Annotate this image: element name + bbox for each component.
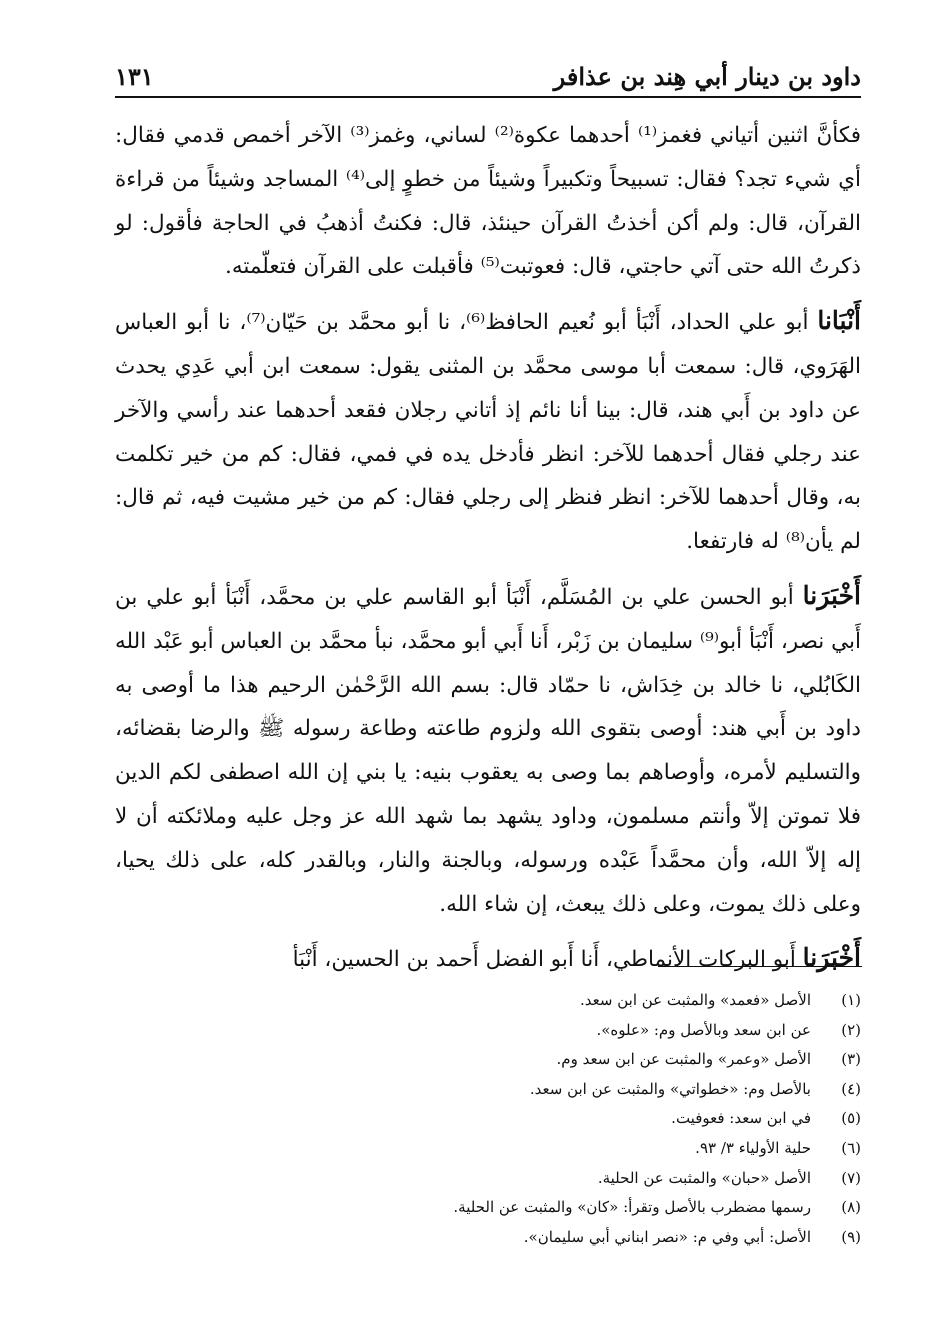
footnote-number: (٦) bbox=[841, 1138, 861, 1157]
footnote bbox=[115, 986, 861, 1016]
header-rule bbox=[115, 96, 861, 98]
page-number: ١٣١ bbox=[115, 62, 154, 91]
main-text bbox=[115, 112, 861, 992]
footnote-number: (٨) bbox=[841, 1198, 861, 1217]
paragraph-1 bbox=[115, 112, 861, 289]
paragraph-3 bbox=[115, 574, 861, 926]
header-title: داود بن دينار أبي هِند بن عذافر bbox=[553, 62, 861, 91]
footnote-text: بالأصل وم: «خطواتي» والمثبت عن ابن سعد. bbox=[529, 1079, 811, 1098]
footnote bbox=[115, 1075, 861, 1105]
paragraph-lead: أَخْبَرَنا bbox=[802, 580, 861, 610]
footnote bbox=[115, 1223, 861, 1253]
footnote bbox=[115, 1104, 861, 1134]
footnote bbox=[115, 1193, 861, 1223]
footnote bbox=[115, 1045, 861, 1075]
footnote-separator bbox=[658, 966, 862, 967]
paragraph-lead: أَخْبَرَنا bbox=[802, 943, 861, 973]
footnote-number: (٥) bbox=[841, 1109, 861, 1128]
footnote-number: (٢) bbox=[841, 1020, 861, 1039]
footnote-text: الأصل «فعمد» والمثبت عن ابن سعد. bbox=[580, 991, 811, 1009]
footnote-number: (١) bbox=[841, 991, 861, 1009]
footnote-text: الأصل «حبان» والمثبت عن الحلية. bbox=[597, 1168, 811, 1187]
footnote-number: (٣) bbox=[841, 1050, 861, 1069]
paragraph-text: أبو علي الحداد، أَنْبَأ أبو نُعيم الحافظ⁽⁶⁾، نا أبو محمَّد بن حَيّان⁽⁷⁾، نا أبو العباس الهَرَوي، قال: سمعت أبا موسى محمَّد بن المثنى يقول: سمعت ابن أبي عَدِي يحدث عن داود بن أَبي هند، قال: بينا أنا نائم إذ أتاني رجلان فقعد أحدهما عند رأسي والآخر عند رجلي فقال أحدهما للآخر: انظر فأدخل يده في فمي، فقال: كم من خير تكلمت به، وقال أحدهما للآخر: انظر فنظر إلى رجلي فقال: كم من خير مشيت فيه، ثم قال: لم يأن⁽⁸⁾ له فارتفعا. bbox=[115, 310, 861, 555]
paragraph-text: أبو الحسن علي بن المُسَلَّم، أَنْبَأ أبو القاسم علي بن محمَّد، أَنْبَأ أبو علي بن أَبي نصر، أَنْبَأ أبو⁽⁹⁾ سليمان بن زَبْر، أَنا أَبي أبو محمَّد، نبأ محمَّد بن العباس أبو عَبْد الله الكَابُلي، نا خالد بن خِدَاش، نا حمّاد قال: بسم الله الرَّحْمٰن الرحيم هذا ما أوصى به داود بن أَبي هند: أوصى بتقوى الله ولزوم طاعته وطاعة رسوله ﷺ والرضا بقضائه، والتسليم لأمره، وأوصاهم بما وصى به يعقوب بنيه: يا بني إن الله اصطفى لكم الدين فلا تموتن إلاّ وأنتم مسلمون، وداود يشهد بما شهد الله عز وجل عليه وملائكته أن لا إله إلاّ الله، وأن محمَّداً عَبْده ورسوله، وبالجنة والنار، وبالقدر كله، على ذلك يحيا، وعلى ذلك يموت، وعلى ذلك يبعث، إن شاء الله. bbox=[115, 584, 861, 917]
paragraph-text: أَبو البركات الأنماطي، أَنا أَبو الفضل أَحمد بن الحسين، أَنْبَأ bbox=[292, 947, 803, 973]
footnote-text: الأصل «وعمر» والمثبت عن ابن سعد وم. bbox=[556, 1050, 811, 1069]
running-header bbox=[115, 60, 861, 96]
footnote bbox=[115, 1164, 861, 1194]
footnotes-list bbox=[115, 986, 861, 1252]
paragraph-4 bbox=[115, 936, 861, 982]
footnote-text: في ابن سعد: فعوفيت. bbox=[671, 1109, 811, 1128]
footnote-text: عن ابن سعد وبالأصل وم: «علوه». bbox=[596, 1020, 811, 1039]
footnote bbox=[115, 1016, 861, 1046]
footnote-text: حلية الأولياء ٣/ ٩٣. bbox=[695, 1138, 811, 1157]
paragraph-text: فكأنَّ اثنين أتياني فغمز⁽¹⁾ أحدهما عكوة⁽²⁾ لساني، وغمز⁽³⁾ الآخر أخمص قدمي فقال: أي شيء تجد؟ فقال: تسبيحاً وتكبيراً وشيئاً من خطوٍ إلى⁽⁴⁾ المساجد وشيئاً من قراءة القرآن، قال: ولم أكن أخذتُ القرآن حينئذ، قال: فكنتُ أذهبُ في الحاجة فأقول: لو ذكرتُ الله حتى آتي حاجتي، قال: فعوتبت⁽⁵⁾ فأقبلت على القرآن فتعلّمته. bbox=[115, 123, 862, 280]
footnote-number: (٩) bbox=[841, 1227, 861, 1246]
footnote bbox=[115, 1134, 861, 1164]
footnote-number: (٧) bbox=[841, 1168, 861, 1187]
footnote-text: رسمها مضطرب بالأصل وتقرأ: «كان» والمثبت عن الحلية. bbox=[453, 1198, 811, 1217]
footnote-text: الأصل: أبي وفي م: «نصر ابناني أبي سليمان». bbox=[523, 1227, 811, 1246]
paragraph-lead: أَنْبَانا bbox=[817, 306, 861, 336]
footnote-number: (٤) bbox=[841, 1079, 861, 1098]
paragraph-2 bbox=[115, 299, 861, 564]
